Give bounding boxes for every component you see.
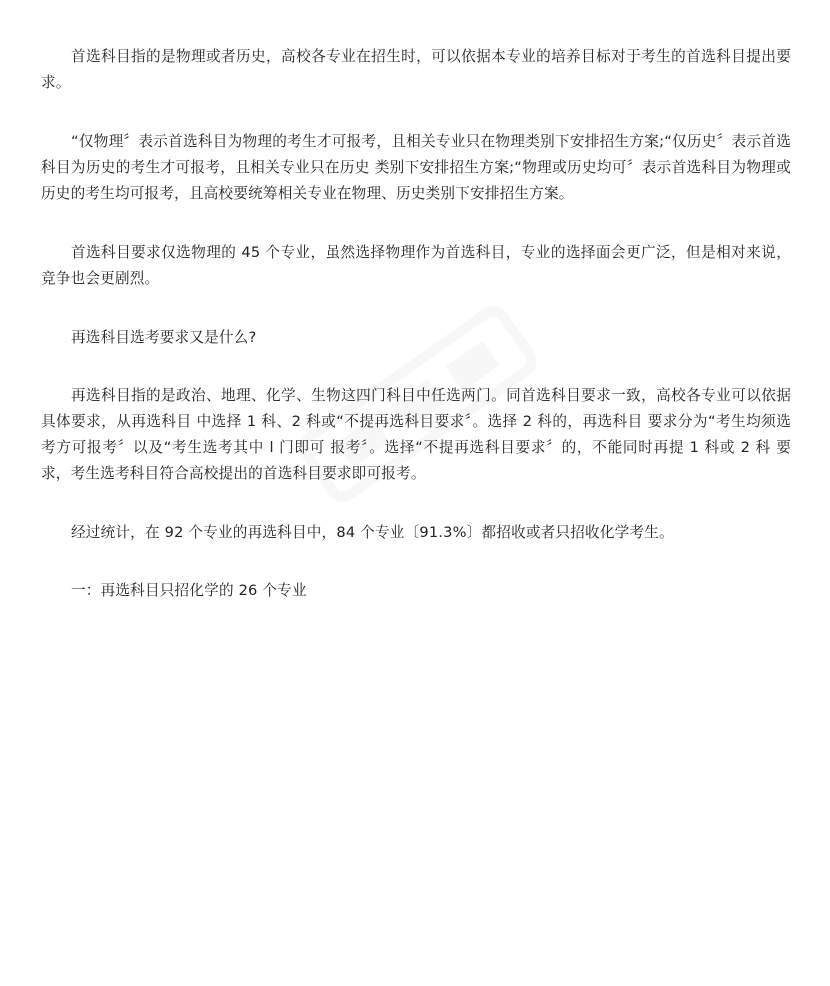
paragraph-second-subject-question: 再选科目选考要求又是什么? bbox=[71, 329, 257, 346]
paragraph-physics-history-options: “仅物理〞表示首选科目为物理的考生才可报考，且相关专业只在物理类别下安排招生方案;“仅历史〞表示首选科目为历史的考生才可报考，且相关专业只在历史 类别下安排招生方案;“物理或历史均可〞表示首选科目为物理或历史的考生均可报考，且高校要统筹相关专业在物理、历史类别下安排招生方案。 bbox=[41, 133, 791, 202]
section-heading-chemistry-majors: 一：再选科目只招化学的 26 个专业 bbox=[71, 582, 307, 599]
paragraph-first-subject-definition: 首选科目指的是物理或者历史，高校各专业在招生时，可以依据本专业的培养目标对于考生的首选科目提出要求。 bbox=[41, 48, 791, 91]
paragraph-statistics: 经过统计，在 92 个专业的再选科目中，84 个专业〔91.3%〕都招收或者只招收化学考生。 bbox=[71, 524, 674, 541]
paragraph-physics-only-majors: 首选科目要求仅选物理的 45 个专业，虽然选择物理作为首选科目，专业的选择面会更广泛，但是相对来说，竞争也会更剧烈。 bbox=[41, 244, 791, 287]
document-body bbox=[41, 44, 791, 637]
paragraph-second-subject-definition: 再选科目指的是政治、地理、化学、生物这四门科目中任选两门。同首选科目要求一致，高校各专业可以依据具体要求，从再选科目 中选择 1 科、2 科或“不提再选科目要求〞。选择 2 科的，再选科目 要求分为“考生均须选考方可报考〞以及“考生选考其中 l 门即可 报考〞。选择“不提再选科目要求〞的，不能同时再提 1 科或 2 科 要求，考生选考科目符合高校提出的首选科目要求即可报考。 bbox=[41, 387, 791, 482]
